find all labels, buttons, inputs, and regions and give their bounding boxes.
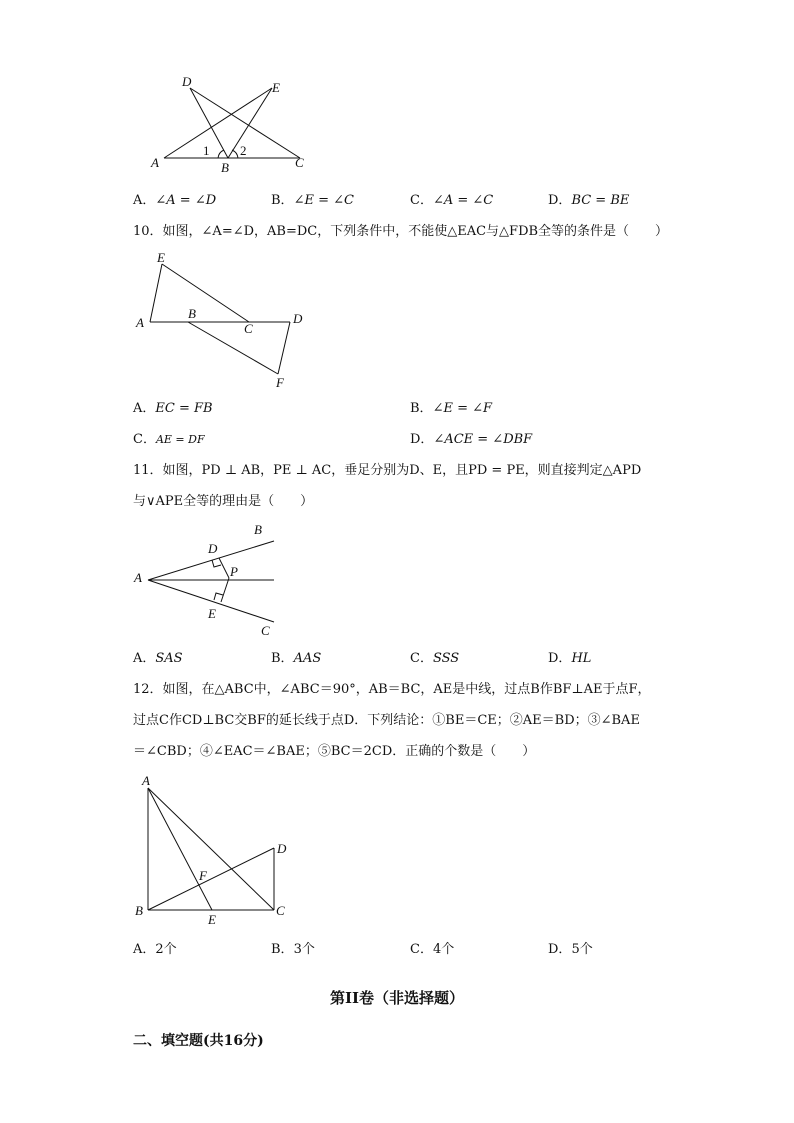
q11-label-C: C <box>261 623 270 638</box>
q12-stem-line1: 12．如图，在△ABC中，∠ABC＝90°，AB＝BC，AE是中线，过点B作BF⊥AE于点F， <box>133 682 651 697</box>
q10-option-b[interactable]: B．∠E = ∠F <box>410 401 493 416</box>
q9-angle-1: 1 <box>203 143 210 158</box>
q11-stem-line2: 与∨APE全等的理由是（ ） <box>133 494 314 509</box>
q12-label-B: B <box>135 903 143 918</box>
q11-option-c[interactable]: C．SSS <box>410 651 460 666</box>
q10-option-c[interactable]: C．AE = DF <box>133 432 205 447</box>
q10-label-F: F <box>276 375 284 390</box>
q11-label-P: P <box>230 564 238 579</box>
q9-label-C: C <box>295 155 304 170</box>
q11-label-B: B <box>254 522 262 537</box>
q12-stem-line3: ＝∠CBD；④∠EAC＝∠BAE；⑤BC＝2CD．正确的个数是（ ） <box>133 744 536 759</box>
q9-option-a[interactable]: A．∠A = ∠D <box>133 193 217 208</box>
q10-label-E: E <box>157 250 165 265</box>
q9-label-A: A <box>151 155 159 170</box>
q9-label-D: D <box>182 74 192 89</box>
q9-option-b[interactable]: B．∠E = ∠C <box>271 193 354 208</box>
q12-stem-line2: 过点C作CD⊥BC交BF的延长线于点D．下列结论：①BE＝CE；②AE＝BD；③∠BAE <box>133 713 640 728</box>
q9-option-d[interactable]: D．BC = BE <box>548 193 630 208</box>
q10-label-A: A <box>136 315 144 330</box>
q11-option-d[interactable]: D．HL <box>548 651 592 666</box>
q12-option-c[interactable]: C．4个 <box>410 942 455 957</box>
q10-option-a[interactable]: A．EC = FB <box>133 401 213 416</box>
section2-title: 二、填空题(共16分) <box>133 1033 264 1049</box>
q11-label-D: D <box>208 541 218 556</box>
q12-option-a[interactable]: A．2个 <box>133 942 177 957</box>
q10-figure <box>130 250 320 390</box>
q11-stem-line1: 11．如图，PD ⊥ AB，PE ⊥ AC，垂足分别为D、E，且PD = PE，则直接判定△APD <box>133 463 642 478</box>
q12-option-b[interactable]: B．3个 <box>271 942 315 957</box>
q12-label-C: C <box>276 903 285 918</box>
q10-label-D: D <box>293 311 303 326</box>
q12-label-D: D <box>277 841 287 856</box>
q12-option-d[interactable]: D．5个 <box>548 942 593 957</box>
q11-figure <box>128 520 288 642</box>
q10-label-C: C <box>244 321 253 336</box>
q12-label-A: A <box>142 773 150 788</box>
q11-label-E: E <box>208 606 216 621</box>
q10-label-B: B <box>188 306 196 321</box>
q11-label-A: A <box>134 570 142 585</box>
q9-label-E: E <box>272 80 280 95</box>
q12-figure <box>128 772 298 928</box>
q9-figure <box>140 70 320 178</box>
q10-stem: 10．如图，∠A=∠D，AB=DC，下列条件中，不能使△EAC与△FDB全等的条件是（ ） <box>133 224 669 239</box>
q10-option-d[interactable]: D．∠ACE = ∠DBF <box>410 432 533 447</box>
q9-option-c[interactable]: C．∠A = ∠C <box>410 193 494 208</box>
q12-label-E: E <box>208 912 216 927</box>
q9-angle-2: 2 <box>240 143 247 158</box>
q11-option-a[interactable]: A．SAS <box>133 651 183 666</box>
q12-label-F: F <box>199 868 207 883</box>
part2-title: 第II卷（非选择题） <box>329 989 465 1007</box>
q11-option-b[interactable]: B．AAS <box>271 651 322 666</box>
q9-label-B: B <box>221 160 229 175</box>
